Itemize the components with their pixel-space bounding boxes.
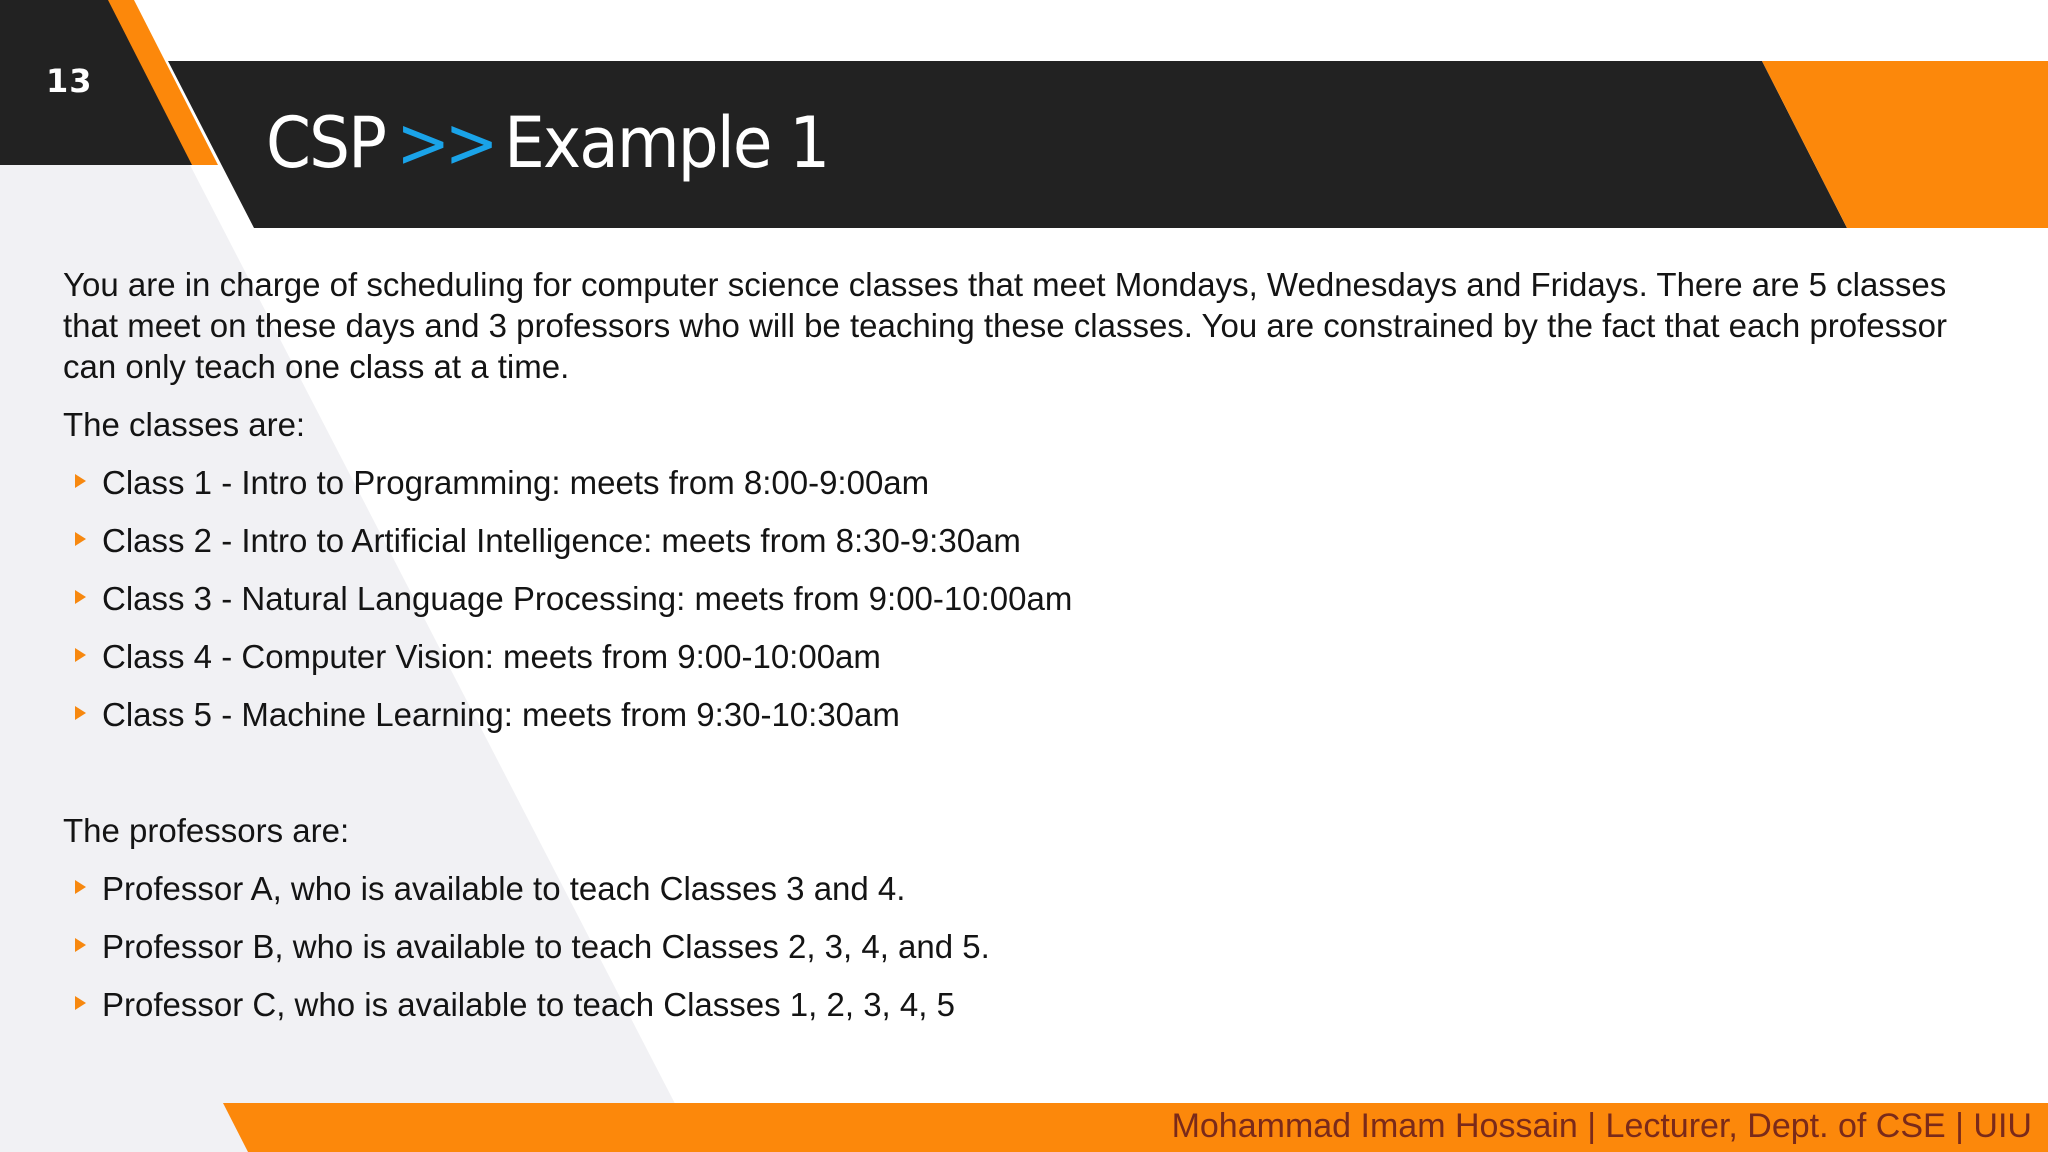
bullet-arrow-icon: [75, 996, 86, 1010]
list-item: [63, 926, 1963, 967]
list-item: [63, 984, 1963, 1025]
classes-list: [63, 462, 1963, 735]
footer-credit: Mohammad Imam Hossain | Lecturer, Dept. of CSE | UIU: [1171, 1107, 2032, 1145]
title-separator: >>: [396, 102, 494, 184]
bullet-arrow-icon: [75, 532, 86, 546]
bullet-arrow-icon: [75, 706, 86, 720]
list-item-text: Class 1 - Intro to Programming: meets from 8:00-9:00am: [102, 464, 930, 501]
list-item-text: Class 5 - Machine Learning: meets from 9:30-10:30am: [102, 696, 900, 733]
list-item: [63, 520, 1963, 561]
bullet-arrow-icon: [75, 590, 86, 604]
bullet-arrow-icon: [75, 880, 86, 894]
list-item: [63, 636, 1963, 677]
list-item-text: Class 2 - Intro to Artificial Intelligence: meets from 8:30-9:30am: [102, 522, 1021, 559]
professors-list: [63, 868, 1963, 1025]
list-item-text: Class 4 - Computer Vision: meets from 9:00-10:00am: [102, 638, 881, 675]
slide-number: 13: [46, 62, 93, 100]
bullet-arrow-icon: [75, 474, 86, 488]
slide-content: [63, 264, 1963, 1025]
intro-paragraph: You are in charge of scheduling for computer science classes that meet Mondays, Wednesdays and Fridays. There are 5 classes that meet on these days and 3 professors who will be teaching these classes. You are constrained by the fact that each professor can only teach one class at a time.: [63, 266, 1947, 385]
bullet-arrow-icon: [75, 938, 86, 952]
title-main: Example 1: [504, 102, 829, 184]
list-item-text: Professor B, who is available to teach Classes 2, 3, 4, and 5.: [102, 928, 990, 965]
professors-heading: The professors are:: [63, 812, 350, 849]
list-item-text: Professor A, who is available to teach Classes 3 and 4.: [102, 870, 906, 907]
list-item: [63, 868, 1963, 909]
title-prefix: CSP: [266, 102, 386, 184]
classes-heading: The classes are:: [63, 406, 306, 443]
bullet-arrow-icon: [75, 648, 86, 662]
slide-title: [266, 102, 828, 184]
list-item-text: Professor C, who is available to teach Classes 1, 2, 3, 4, 5: [102, 986, 955, 1023]
list-item: [63, 578, 1963, 619]
list-item: [63, 462, 1963, 503]
list-item-text: Class 3 - Natural Language Processing: meets from 9:00-10:00am: [102, 580, 1073, 617]
spacer: [63, 735, 1963, 793]
list-item: [63, 694, 1963, 735]
